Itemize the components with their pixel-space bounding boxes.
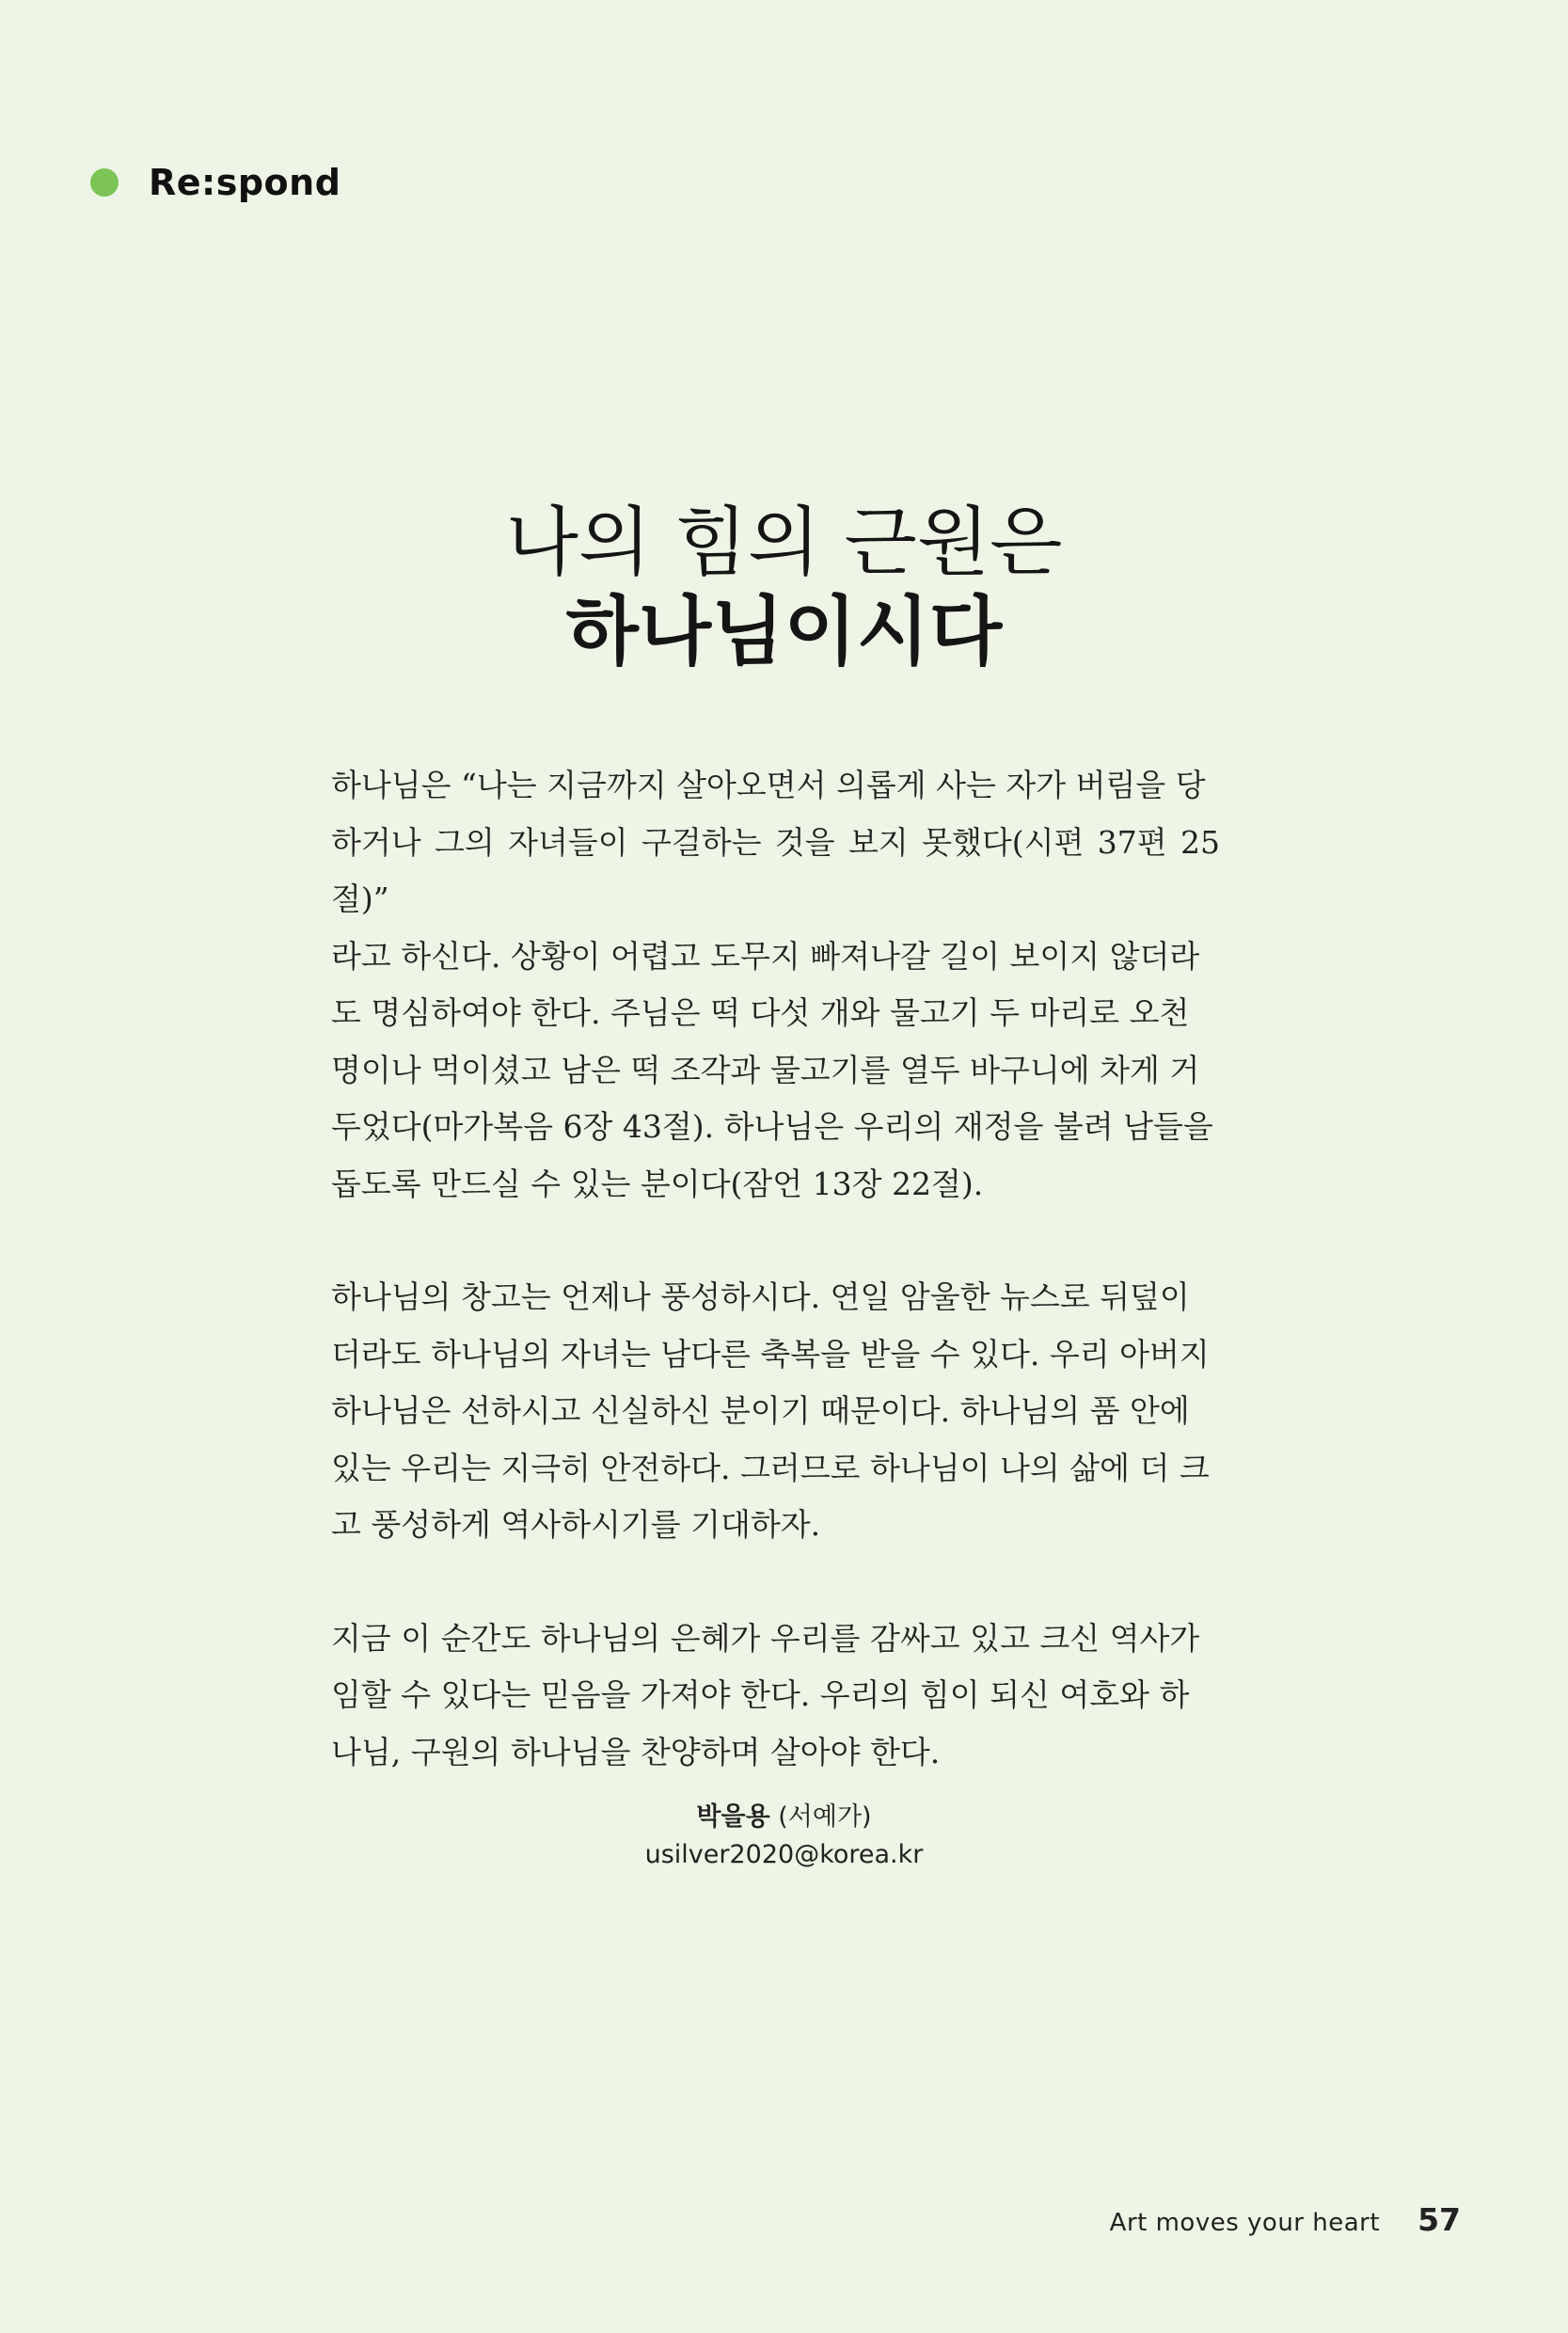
author-email: usilver2020@korea.kr [644, 1840, 924, 1869]
author-name: 박을용 [696, 1802, 770, 1832]
title-line-1: 나의 힘의 근원은 [505, 499, 1063, 586]
author-line [0, 1799, 1568, 1836]
body-paragraph-2: 하나님의 창고는 언제나 풍성하시다. 연일 암울한 뉴스로 뒤덮이 더라도 하나님의 자녀는 남다른 축복을 받을 수 있다. 우리 아버지 하나님은 선하시고 신실하신 분이기 때문이다. 하나님의 품 안에 있는 우리는 지극히 안전하다. 그러므로 하나님이 나의 삶에 더 크 고 풍성하게 역사하시기를 기대하자. [331, 1278, 1210, 1543]
section-label: Re:spond [149, 162, 341, 203]
author-block [0, 1799, 1568, 1874]
footer-tagline: Art moves your heart [1109, 2209, 1381, 2237]
body-paragraph-1: 하나님은 “나는 지금까지 살아오면서 의롭게 사는 자가 버림을 당 하거나 그의 자녀들이 구걸하는 것을 보지 못했다(시편 37편 25절)” 라고 하신다. 상황이 어렵고 도무지 빠져나갈 길이 보이지 않더라 도 명심하여야 한다. 주님은 떡 다섯 개와 물고기 두 마리로 오천 명이나 먹이셨고 남은 떡 조각과 물고기를 열두 바구니에 차게 거 두었다(마가복음 6장 43절). 하나님은 우리의 재정을 불려 남들을 돕도록 만드실 수 있는 분이다(잠언 13장 22절). [331, 767, 1220, 1202]
author-role: (서예가) [778, 1802, 872, 1832]
body-paragraph-3: 지금 이 순간도 하나님의 은혜가 우리를 감싸고 있고 크신 역사가 임할 수 있다는 믿음을 가져야 한다. 우리의 힘이 되신 여호와 하 나님, 구원의 하나님을 찬양하며 살아야 한다. [331, 1619, 1200, 1770]
page-number: 57 [1418, 2201, 1461, 2238]
section-header [90, 162, 341, 203]
page-footer [1110, 2201, 1461, 2238]
section-dot-icon [90, 168, 119, 197]
title-line-2: 하나님이시다 [565, 587, 1003, 675]
article-title [0, 499, 1568, 675]
article-body [331, 757, 1220, 1837]
